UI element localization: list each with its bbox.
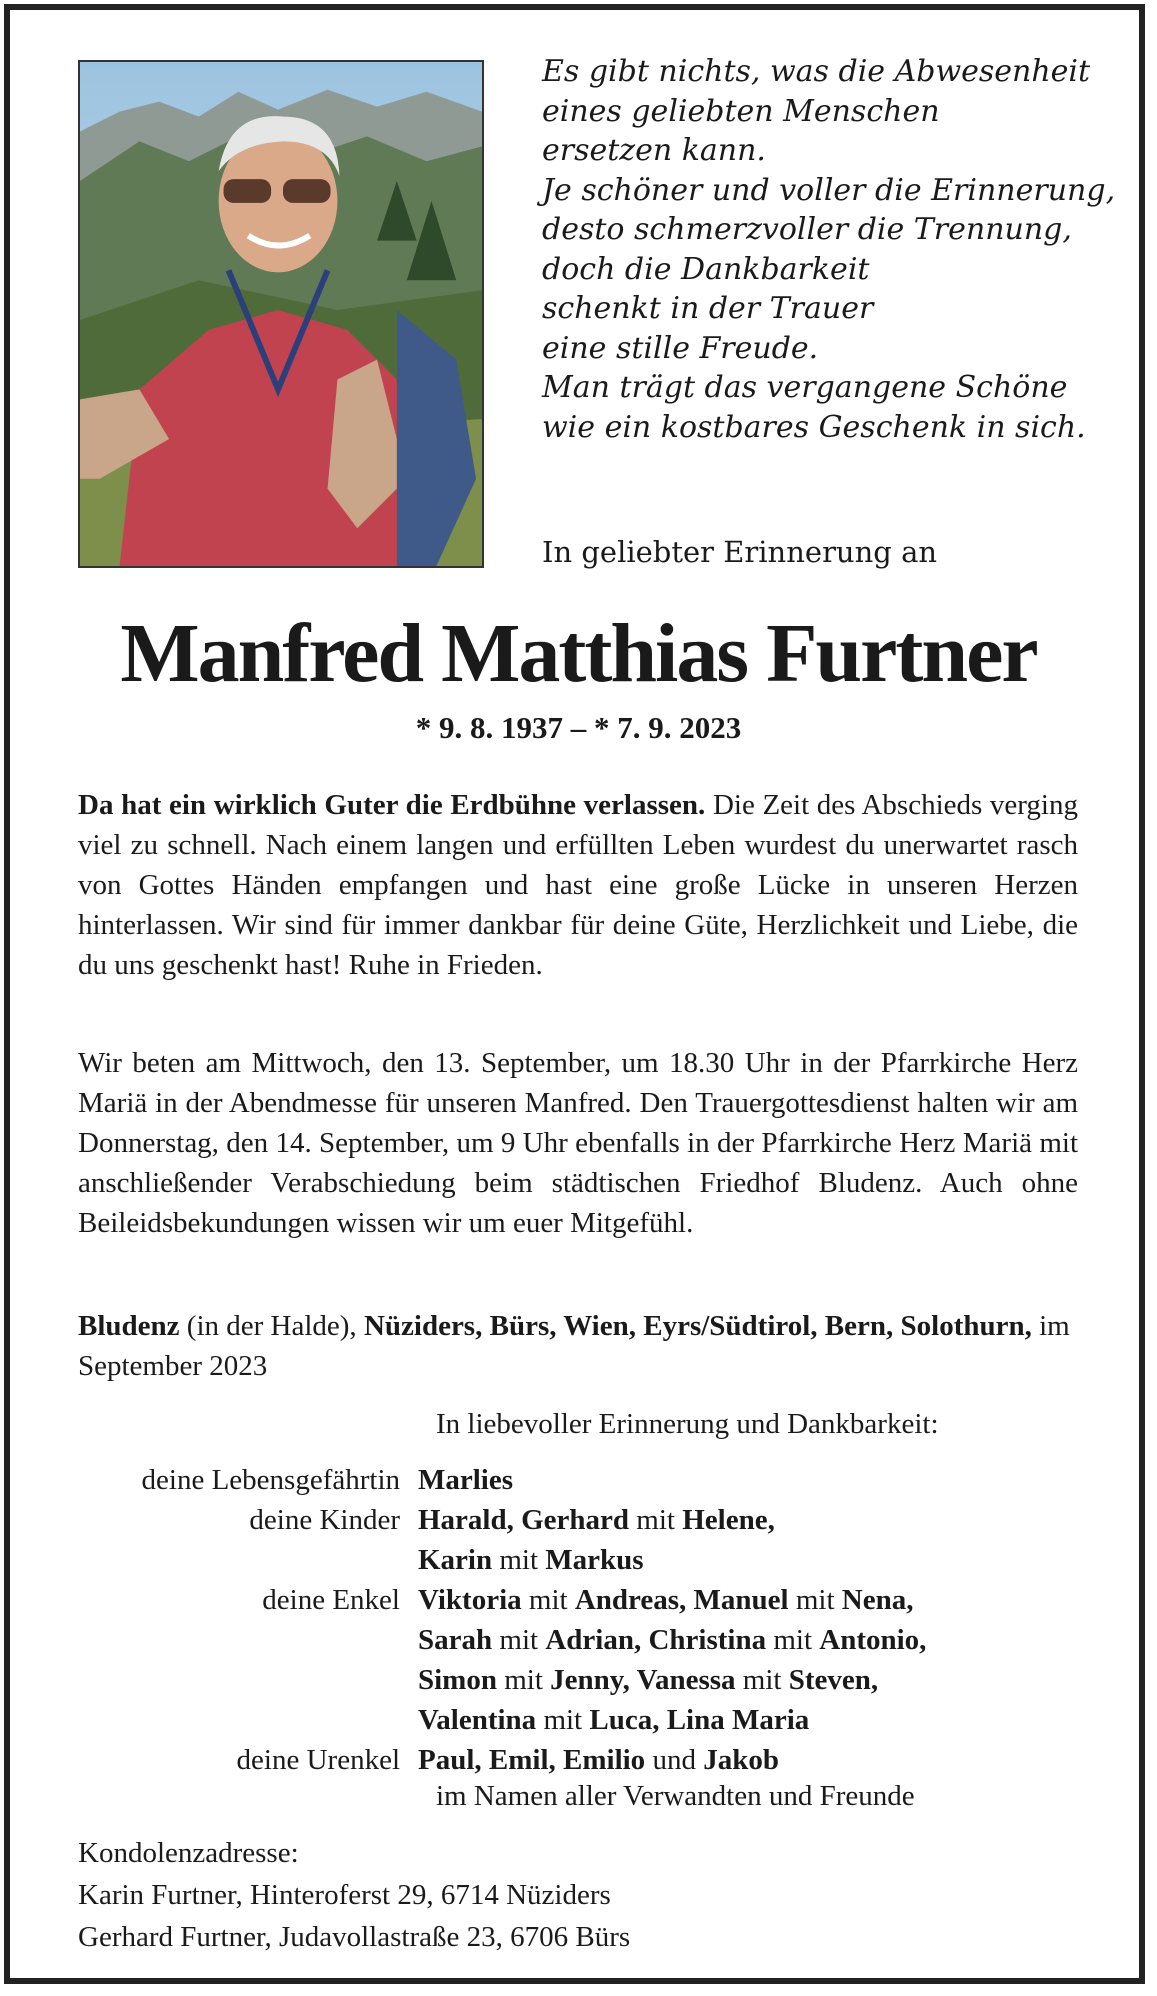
person-name: Paul, Emil, Emilio xyxy=(418,1744,646,1776)
family-row xyxy=(0,1620,1157,1660)
connector: und xyxy=(645,1744,704,1776)
poem-line: eine stille Freude. xyxy=(542,330,819,366)
relation-label xyxy=(0,1700,418,1740)
relation-names xyxy=(418,1620,1157,1660)
connector: mit xyxy=(766,1624,820,1656)
person-name: Simon xyxy=(418,1664,497,1696)
person-name: Luca, Lina Maria xyxy=(589,1704,810,1736)
farewell-lead: Da hat ein wirklich Guter die Erdbühne verlassen. xyxy=(78,789,706,821)
farewell-paragraph xyxy=(78,785,1078,985)
relation-label xyxy=(0,1620,418,1660)
person-name: Nena, xyxy=(841,1584,914,1616)
family-row xyxy=(0,1500,1157,1540)
connector: mit xyxy=(492,1624,546,1656)
person-name: Sarah xyxy=(418,1624,493,1656)
condolence-address-line: Gerhard Furtner, Judavollastraße 23, 6706 Bürs xyxy=(78,1921,631,1953)
life-dates: * 9. 8. 1937 – * 7. 9. 2023 xyxy=(415,710,742,745)
relation-names xyxy=(418,1460,1157,1500)
person-name: Harald, Gerhard xyxy=(418,1504,630,1536)
relatives-line: im Namen aller Verwandten und Freunde xyxy=(436,1780,915,1812)
relation-names xyxy=(418,1580,1157,1620)
connector: mit xyxy=(496,1664,551,1696)
farewell-text: Die Zeit des Abschieds verging viel zu schnell. Nach einem langen und erfüllten Leben wurdest du unerwartet rasch von Gottes Händen empfangen und hast eine große Lücke in unseren Herzen hinterlassen. Wir sind für immer dankbar für deine Güte, Herzlichkeit und Liebe, die du uns geschenkt hast! Ruhe in Frieden. xyxy=(78,789,1078,981)
family-row xyxy=(0,1740,1157,1780)
poem-line: schenkt in der Trauer xyxy=(542,291,874,326)
relation-label xyxy=(0,1540,418,1580)
condolence-address-line: Karin Furtner, Hinteroferst 29, 6714 Nüziders xyxy=(78,1879,611,1911)
person-name: Helene, xyxy=(682,1504,775,1536)
intro-line: In geliebter Erinnerung an xyxy=(542,535,938,569)
person-name: Adrian, Christina xyxy=(545,1624,767,1656)
poem-line: Man trägt das vergangene Schöne xyxy=(542,370,1068,405)
person-name: Viktoria xyxy=(418,1584,522,1616)
person-name: Karin xyxy=(418,1544,493,1576)
family-list xyxy=(0,1460,1157,1780)
person-name: Jenny, Vanessa xyxy=(550,1664,736,1696)
connector: mit xyxy=(629,1504,683,1536)
places-line xyxy=(78,1306,1088,1386)
place-note: (in der Halde), xyxy=(179,1310,364,1342)
place-list: Nüziders, Bürs, Wien, Eyrs/Südtirol, Bern, Solothurn, xyxy=(363,1310,1032,1342)
portrait-photo xyxy=(78,60,484,568)
family-row xyxy=(0,1540,1157,1580)
connector: mit xyxy=(536,1704,590,1736)
connector: mit xyxy=(521,1584,575,1616)
connector: mit xyxy=(788,1584,842,1616)
relation-names xyxy=(418,1660,1157,1700)
poem-line: wie ein kostbares Geschenk in sich. xyxy=(542,409,1086,445)
poem-line: desto schmerzvoller die Trennung, xyxy=(542,212,1072,247)
condolence-label: Kondolenzadresse: xyxy=(78,1837,299,1869)
connector: mit xyxy=(492,1544,546,1576)
relation-label: deine Urenkel xyxy=(236,1744,400,1776)
family-row xyxy=(0,1700,1157,1740)
person-name: Markus xyxy=(545,1544,644,1576)
poem-line: eines geliebten Menschen xyxy=(542,93,940,129)
family-row xyxy=(0,1580,1157,1620)
relation-names xyxy=(418,1700,1157,1740)
closing-line: In liebevoller Erinnerung und Dankbarkeit: xyxy=(436,1408,939,1440)
person-name: Valentina xyxy=(418,1704,537,1736)
poem-line: doch die Dankbarkeit xyxy=(542,251,870,287)
poem xyxy=(542,52,1116,447)
family-row xyxy=(0,1660,1157,1700)
place-date: im September 2023 xyxy=(78,1310,1070,1382)
poem-line: Je schöner und voller die Erinnerung, xyxy=(542,172,1116,208)
relation-label: deine Lebensgefährtin xyxy=(141,1464,400,1496)
person-name: Marlies xyxy=(418,1464,514,1496)
connector: mit xyxy=(735,1664,789,1696)
service-paragraph: Wir beten am Mittwoch, den 13. September, um 18.30 Uhr in der Pfarrkirche Herz Mariä in der Abendmesse für unseren Manfred. Den Trauergottesdienst halten wir am Donnerstag, den 14. September, um 9 Uhr ebenfalls in der Pfarrkirche Herz Mariä mit anschließender Verabschiedung beim städtischen Friedhof Bludenz. Auch ohne Beileidsbekundungen wissen wir um euer Mitgefühl. xyxy=(78,1047,1078,1239)
condolence-address xyxy=(78,1832,630,1958)
relation-names xyxy=(418,1740,1157,1780)
deceased-name: Manfred Matthias Furtner xyxy=(120,607,1037,700)
person-name: Jakob xyxy=(703,1744,779,1776)
place-primary: Bludenz xyxy=(78,1310,180,1342)
relation-names xyxy=(418,1540,1157,1580)
relation-label: deine Kinder xyxy=(249,1504,400,1536)
poem-line: ersetzen kann. xyxy=(542,133,766,168)
family-row xyxy=(0,1460,1157,1500)
person-name: Andreas, Manuel xyxy=(574,1584,789,1616)
relation-label: deine Enkel xyxy=(262,1584,400,1616)
relation-label xyxy=(0,1660,418,1700)
person-name: Steven, xyxy=(788,1664,879,1696)
person-name: Antonio, xyxy=(819,1624,927,1656)
poem-line: Es gibt nichts, was die Abwesenheit xyxy=(542,54,1091,89)
relation-names xyxy=(418,1500,1157,1540)
